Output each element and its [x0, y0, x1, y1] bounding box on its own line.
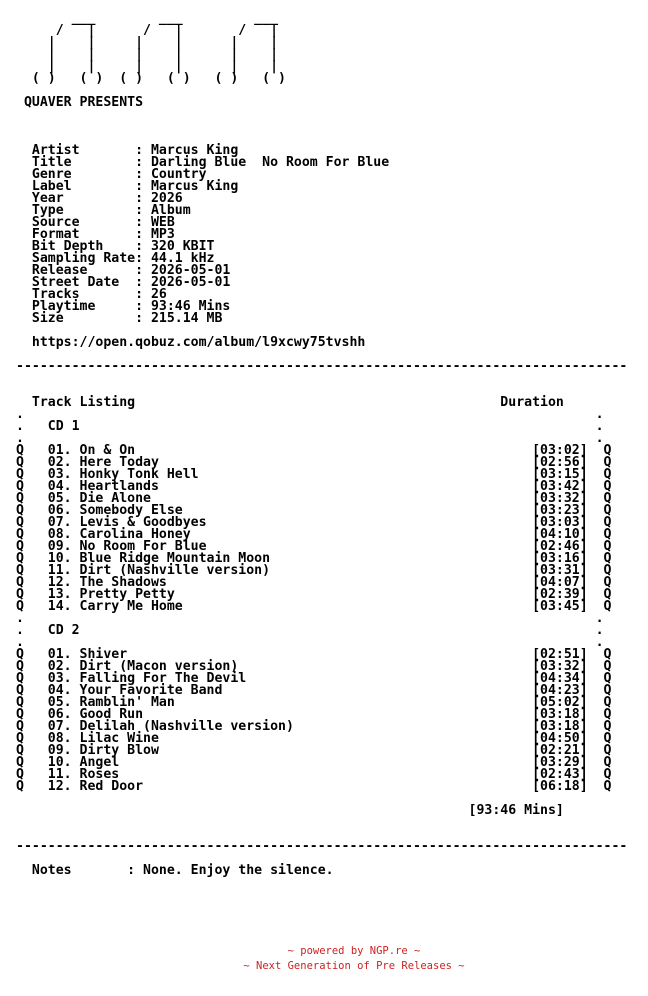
footer: [0, 944, 648, 974]
nfo-text-block: ___ ___ ___ / | / | / | | | | | | | | | | | | | | | | | | | ( ) ( ) ( ) ( ) ( ) ( ) QUAVER PRESENTS Artist : Marcus King Title : Darling Blue No Room For Blue Genre : Country Label : Marcus King Year : 2026 Type : Album Source : WEB Format : MP3 Bit Depth : 320 KBIT Sampling Rate: 44.1 kHz Release : 2026-05-01 Street Date : 2026-05-01 Tracks : 26 Playtime : 93:46 Mins Size : 215.14 MB https://open.qobuz.com/album/l9xcwy75tvshh ----------------------------------------------------------------------------- Track Listing Duration . . . CD 1 . . . Q 01. On & On [03:02] Q Q 02. Here Today [02:56] Q Q 03. Honky Tonk Hell [03:15] Q Q 04. Heartlands [03:42] Q Q 05. Die Alone [03:32] Q Q 06. Somebody Else [03:23] Q Q 07. Levis & Goodbyes [03:03] Q Q 08. Carolina Honey [04:10] Q Q 09. No Room For Blue [02:46] Q Q 10. Blue Ridge Mountain Moon [03:16] Q Q 11. Dirt (Nashville version) [03:31] Q Q 12. The Shadows [04:07] Q Q 13. Pretty Petty [02:39] Q Q 14. Carry Me Home [03:45] Q . . . CD 2 . . . Q 01. Shiver [02:51] Q Q 02. Dirt (Macon version) [03:32] Q Q 03. Falling For The Devil [04:34] Q Q 04. Your Favorite Band [04:23] Q Q 05. Ramblin' Man [05:02] Q Q 06. Good Run [03:18] Q Q 07. Delilah (Nashville version) [03:18] Q Q 08. Lilac Wine [04:50] Q Q 09. Dirty Blow [02:21] Q Q 10. Angel [03:29] Q Q 11. Roses [02:43] Q Q 12. Red Door [06:18] Q [93:46 Mins] ----------------------------------------------------------------------------- Notes : None. Enjoy the silence.: [16, 11, 628, 878]
footer-tagline: ~ Next Generation of Pre Releases ~: [243, 960, 465, 972]
footer-powered-by: ~ powered by NGP.re ~: [287, 945, 421, 957]
